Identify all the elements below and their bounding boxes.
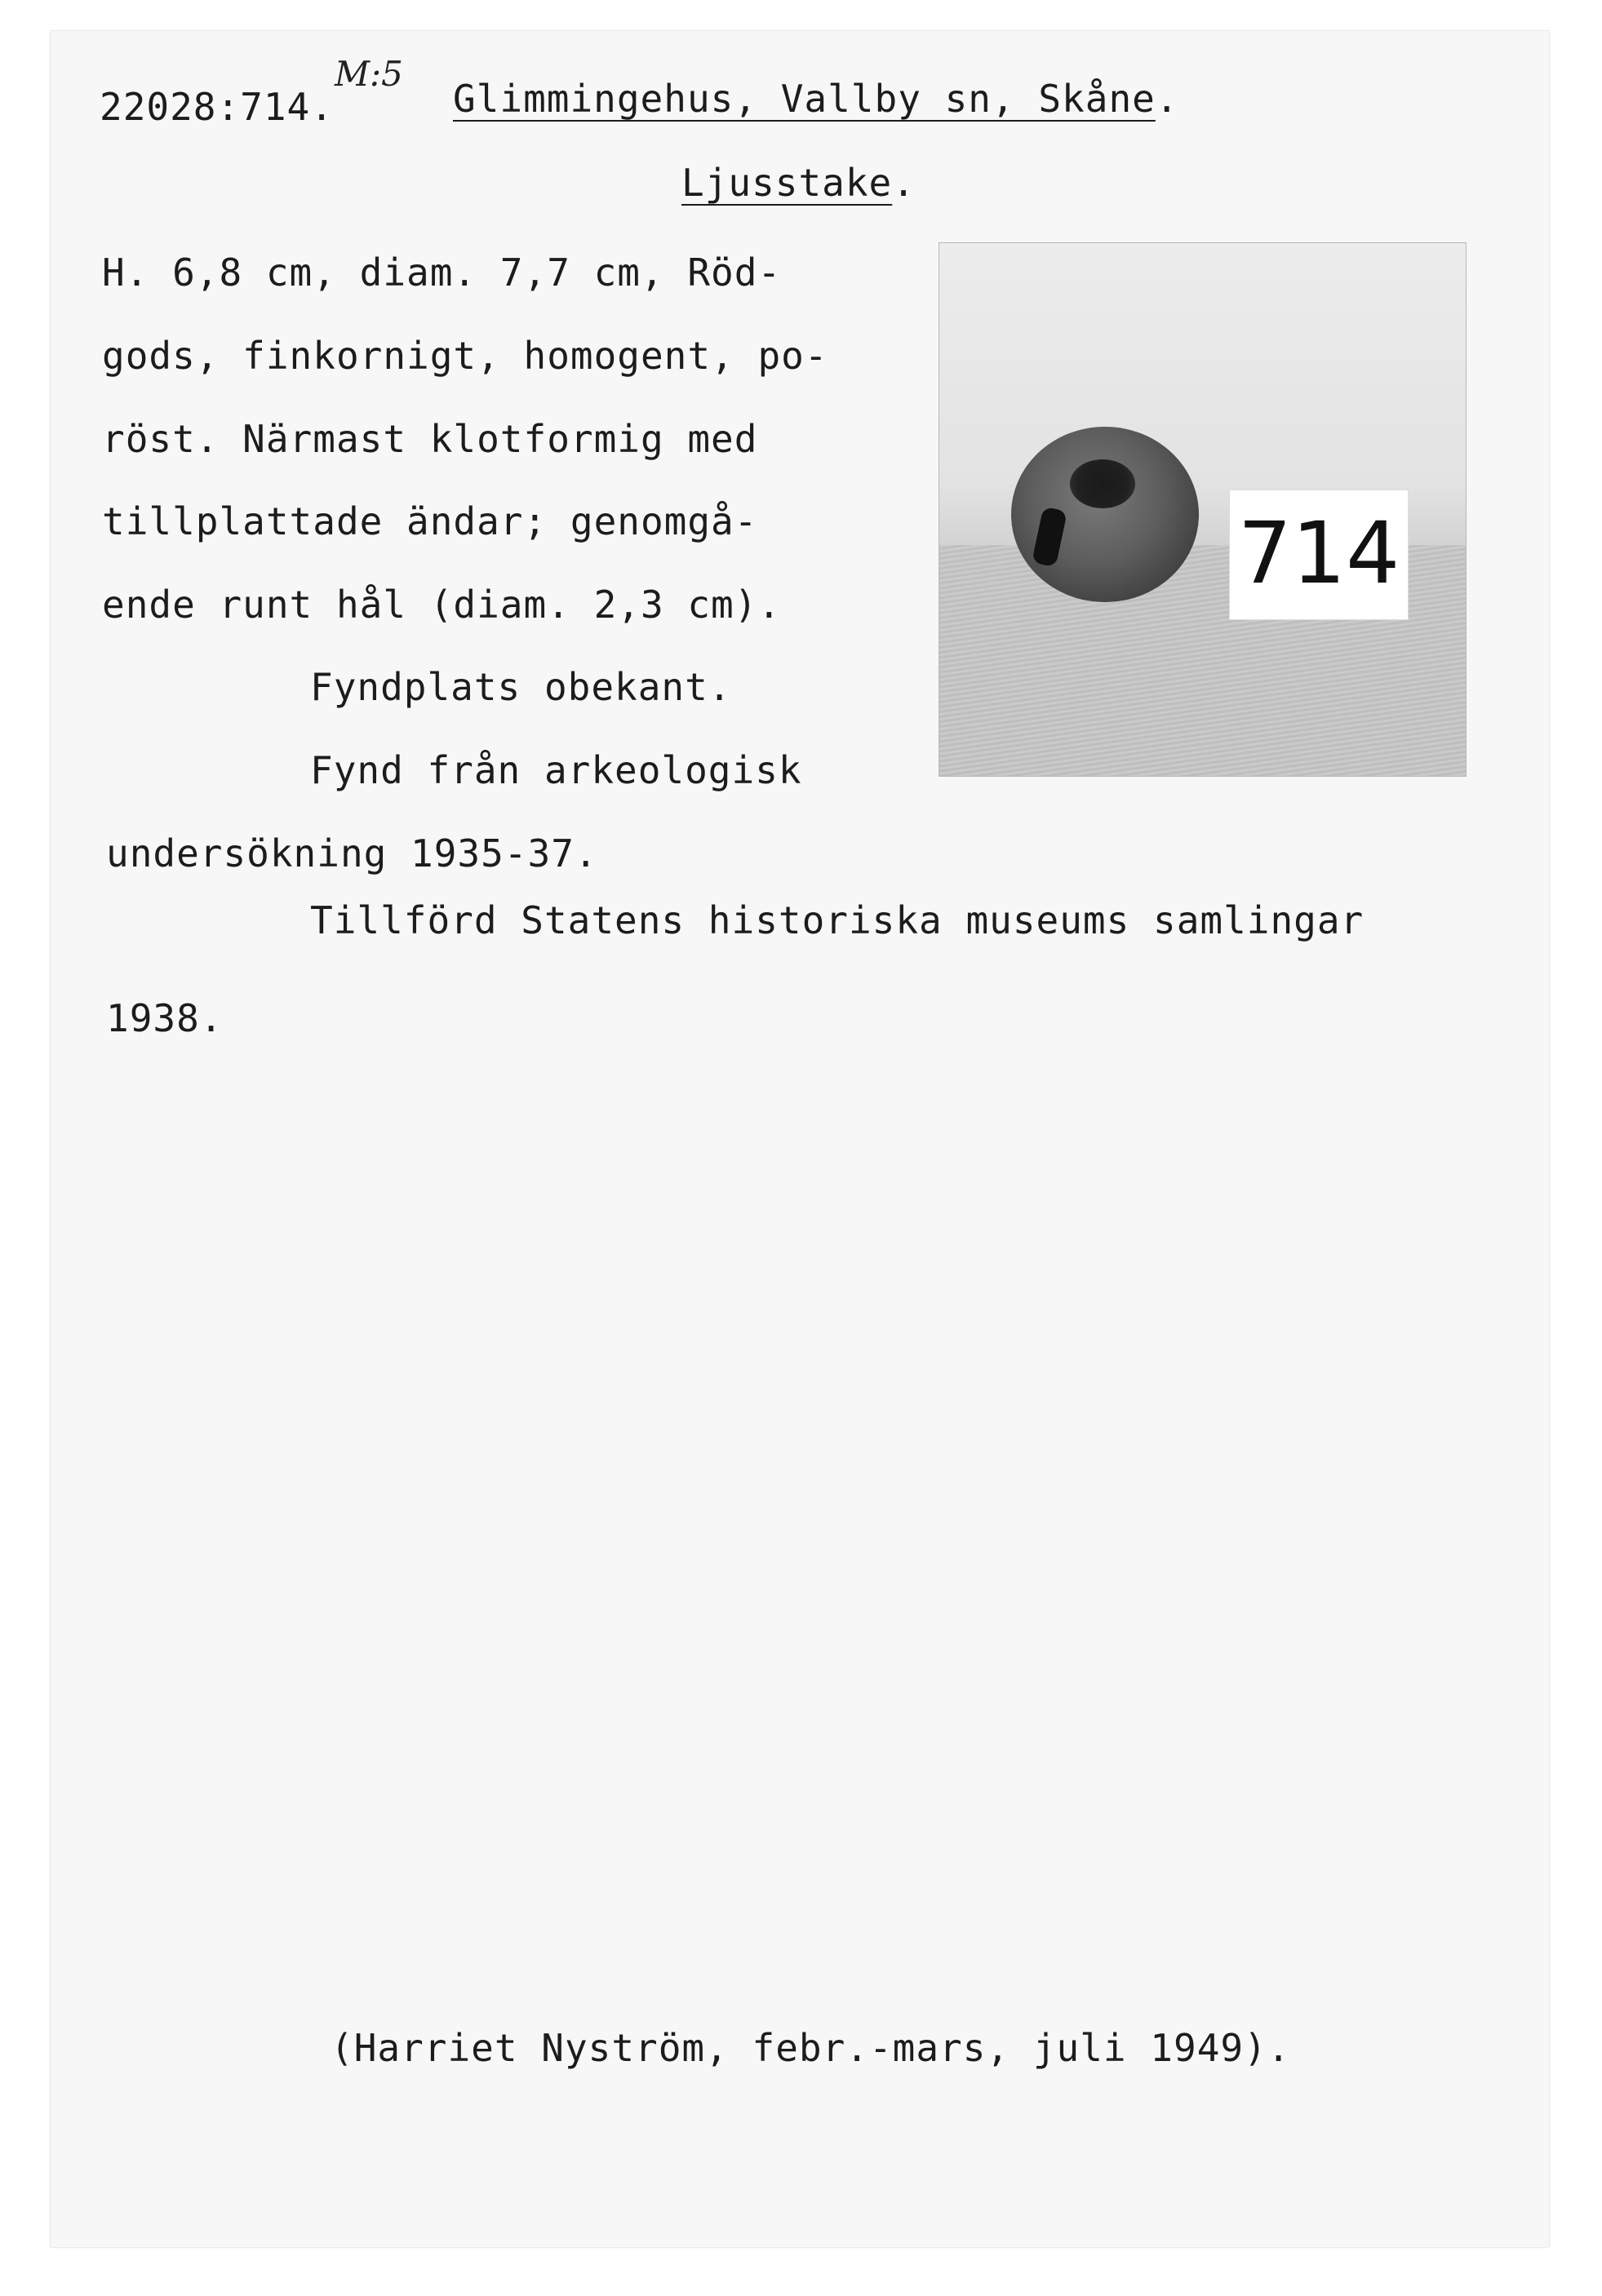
description-line-1: H. 6,8 cm, diam. 7,7 cm, Röd- [102, 250, 782, 295]
find-place: Fyndplats obekant. [310, 665, 732, 709]
description-line-2: gods, finkornigt, homogent, po- [102, 334, 828, 378]
find-origin-line-2: undersökning 1935-37. [106, 831, 598, 875]
candlestick-object [1011, 427, 1199, 602]
description-line-4: tillplattade ändar; genomgå- [102, 499, 758, 543]
acquisition-line-2: 1938. [106, 996, 224, 1040]
candlestick-hole [1070, 459, 1135, 508]
catalog-number: 22028:714. [100, 85, 334, 129]
object-type-heading [681, 162, 916, 204]
acquisition-line-1: Tillförd Statens historiska museums samlingar [310, 898, 1365, 942]
photo-number-label [1229, 490, 1409, 620]
photo-number-text: 714 [1237, 503, 1400, 603]
description-line-5: ende runt hål (diam. 2,3 cm). [102, 583, 782, 627]
description-line-3: röst. Närmast klotformig med [102, 417, 758, 461]
handwritten-note: M:5 [335, 54, 403, 94]
object-photograph [939, 242, 1467, 777]
signature-line: (Harriet Nyström, febr.-mars, juli 1949). [331, 2026, 1291, 2070]
find-origin-line-1: Fynd från arkeologisk [310, 748, 802, 792]
location-end: . [1155, 77, 1179, 121]
ink-mark [1032, 507, 1067, 568]
location-text: Glimmingehus, Vallby sn, Skåne [453, 77, 1156, 121]
object-type-text: Ljusstake [681, 161, 893, 205]
location-heading [453, 78, 1179, 120]
object-type-end: . [892, 161, 916, 205]
